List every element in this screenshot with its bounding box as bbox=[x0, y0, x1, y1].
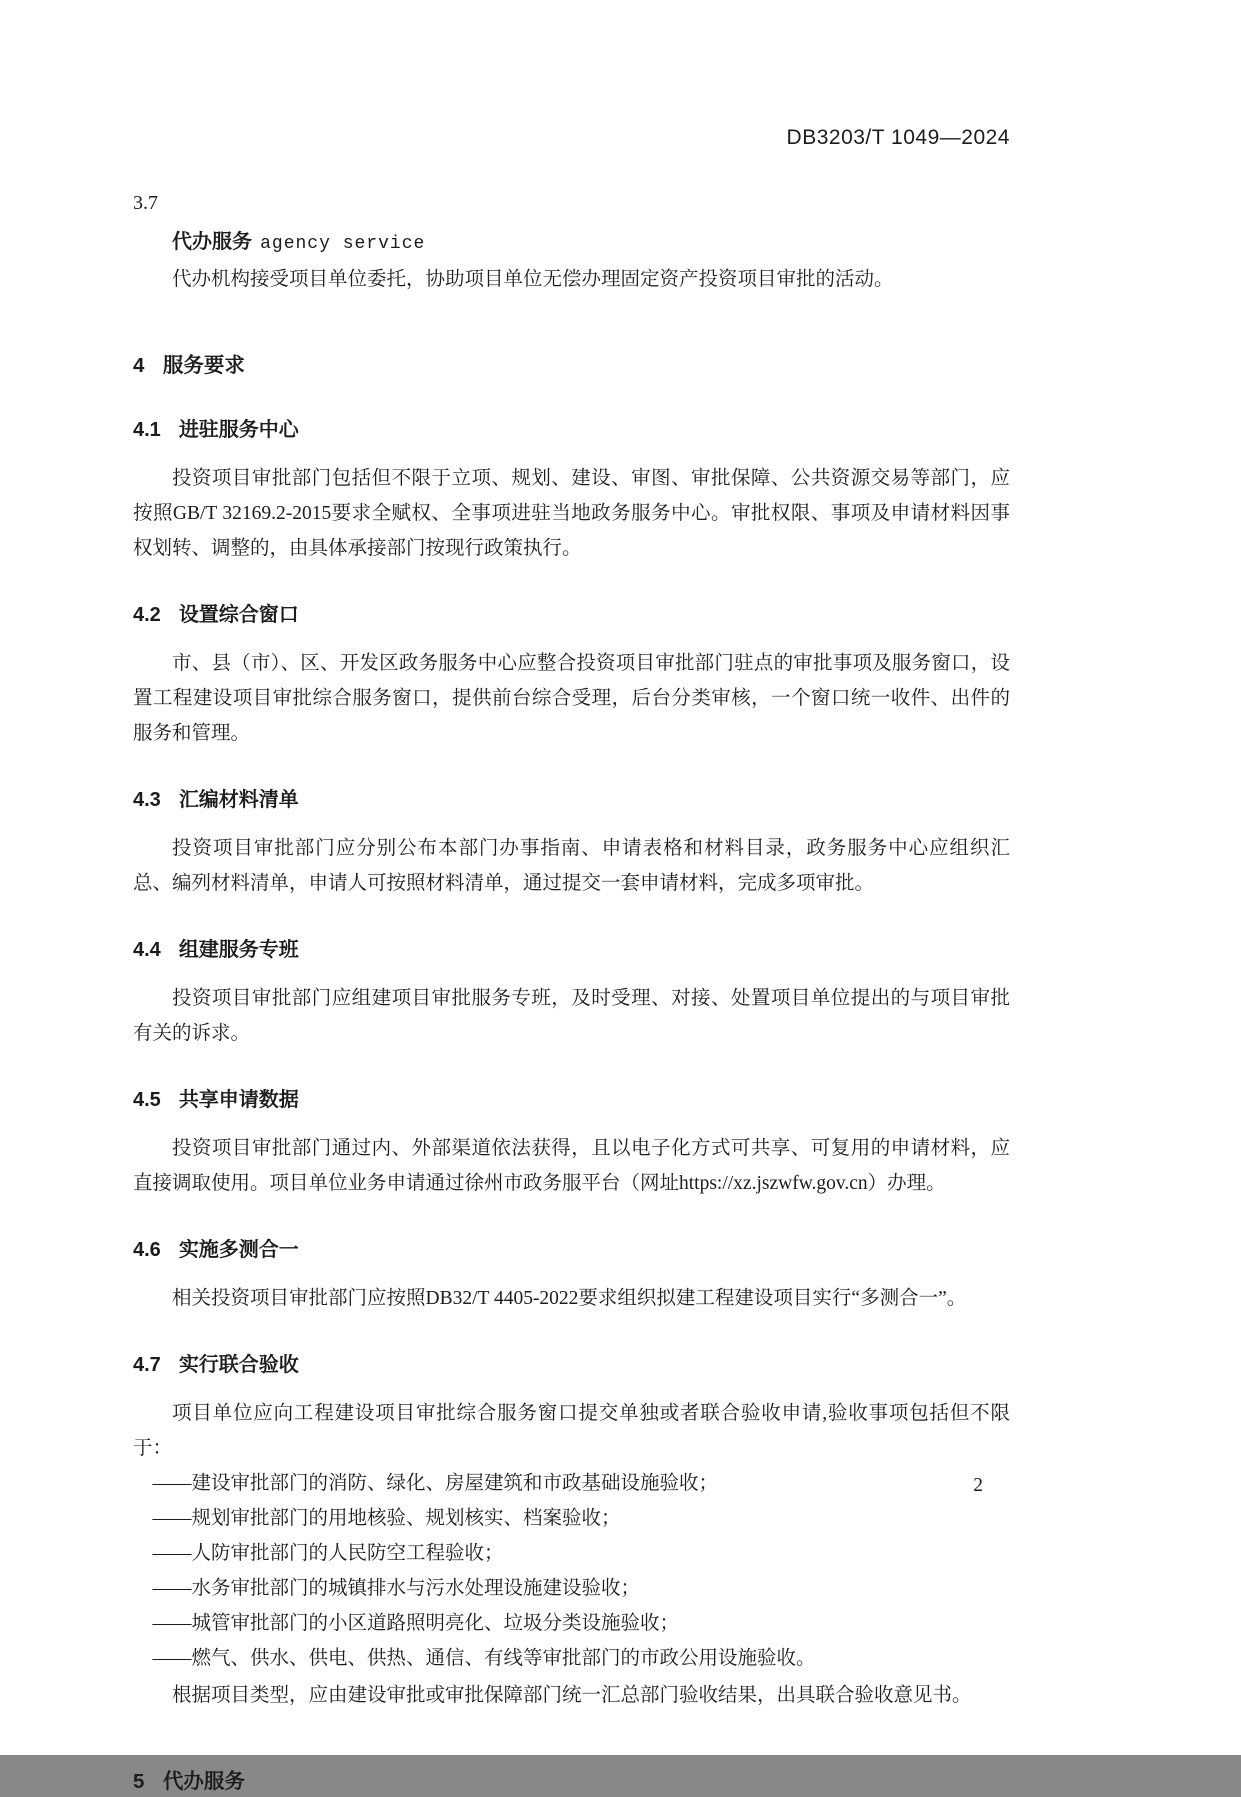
paragraph: 投资项目审批部门通过内、外部渠道依法获得，且以电子化方式可共享、可复用的申请材料，应直接调取使用。项目单位业务申请通过徐州市政务服平台（网址https://xz.jszwfw.gov.cn）办理。 bbox=[133, 1138, 1010, 1194]
section-number: 4.3 bbox=[133, 789, 161, 811]
section-heading-4-2 bbox=[133, 600, 1010, 630]
term-english: agency service bbox=[260, 234, 426, 254]
paragraph: 市、县（市）、区、开发区政务服务中心应整合投资项目审批部门驻点的审批事项及服务窗口，设置工程建设项目审批综合服务窗口，提供前台综合受理，后台分类审核，一个窗口统一收件、出件的服务和管理。 bbox=[133, 653, 1010, 744]
section-title: 设置综合窗口 bbox=[178, 604, 299, 626]
section-number: 4.1 bbox=[133, 419, 161, 441]
chapter-heading-4 bbox=[133, 351, 1010, 381]
section-number: 4.5 bbox=[133, 1089, 161, 1111]
term-line bbox=[133, 226, 1010, 260]
chapter-number: 4 bbox=[133, 354, 145, 377]
chapter-heading-5 bbox=[133, 1767, 1010, 1797]
paragraph: 项目单位应向工程建设项目审批综合服务窗口提交单独或者联合验收申请,验收事项包括但不限于： bbox=[133, 1403, 1010, 1459]
section-heading-4-4 bbox=[133, 935, 1010, 965]
section-heading-4-1 bbox=[133, 415, 1010, 445]
list-item: ——城管审批部门的小区道路照明亮化、垃圾分类设施验收； bbox=[152, 1613, 680, 1634]
clause-number: 3.7 bbox=[133, 192, 158, 214]
list-item: ——人防审批部门的人民防空工程验收； bbox=[152, 1543, 504, 1564]
section-number: 4.4 bbox=[133, 939, 161, 961]
section-heading-4-5 bbox=[133, 1085, 1010, 1115]
section-title: 汇编材料清单 bbox=[178, 789, 299, 811]
section-number: 4.6 bbox=[133, 1239, 161, 1261]
page-number: 2 bbox=[973, 1475, 983, 1496]
paragraph: 根据项目类型，应由建设审批或审批保障部门统一汇总部门验收结果，出具联合验收意见书。 bbox=[172, 1685, 972, 1706]
list-item: ——水务审批部门的城镇排水与污水处理设施建设验收； bbox=[152, 1578, 641, 1599]
section-title: 实施多测合一 bbox=[178, 1239, 299, 1261]
section-number: 4.7 bbox=[133, 1354, 161, 1376]
list-item: ——规划审批部门的用地核验、规划核实、档案验收； bbox=[152, 1508, 621, 1529]
chapter-title: 代办服务 bbox=[162, 1770, 245, 1793]
section-heading-4-7 bbox=[133, 1350, 1010, 1380]
list-item: ——建设审批部门的消防、绿化、房屋建筑和市政基础设施验收； bbox=[152, 1473, 719, 1494]
section-heading-4-3 bbox=[133, 785, 1010, 815]
chapter-title: 服务要求 bbox=[162, 354, 245, 377]
standard-code: DB3203/T 1049—2024 bbox=[786, 126, 1010, 149]
list-item: ——燃气、供水、供电、供热、通信、有线等审批部门的市政公用设施验收。 bbox=[152, 1648, 816, 1669]
term-definition: 代办机构接受项目单位委托，协助项目单位无偿办理固定资产投资项目审批的活动。 bbox=[172, 269, 894, 290]
chapter-number: 5 bbox=[133, 1770, 145, 1793]
section-title: 组建服务专班 bbox=[178, 939, 299, 961]
paragraph: 相关投资项目审批部门应按照DB32/T 4405-2022要求组织拟建工程建设项目实行“多测合一”。 bbox=[172, 1288, 967, 1309]
section-number: 4.2 bbox=[133, 604, 161, 626]
section-heading-4-6 bbox=[133, 1235, 1010, 1265]
paragraph: 投资项目审批部门包括但不限于立项、规划、建设、审图、审批保障、公共资源交易等部门，应按照GB/T 32169.2-2015要求全赋权、全事项进驻当地政务服务中心。审批权限、事项及申请材料因事权划转、调整的，由具体承接部门按现行政策执行。 bbox=[133, 468, 1010, 559]
paragraph: 投资项目审批部门应组建项目审批服务专班，及时受理、对接、处置项目单位提出的与项目审批有关的诉求。 bbox=[133, 988, 1010, 1044]
section-title: 进驻服务中心 bbox=[178, 419, 299, 441]
term-title: 代办服务 bbox=[172, 231, 252, 253]
section-title: 共享申请数据 bbox=[178, 1089, 299, 1111]
section-title: 实行联合验收 bbox=[178, 1354, 299, 1376]
paragraph: 投资项目审批部门应分别公布本部门办事指南、申请表格和材料目录，政务服务中心应组织汇总、编列材料清单，申请人可按照材料清单，通过提交一套申请材料，完成多项审批。 bbox=[133, 838, 1010, 894]
